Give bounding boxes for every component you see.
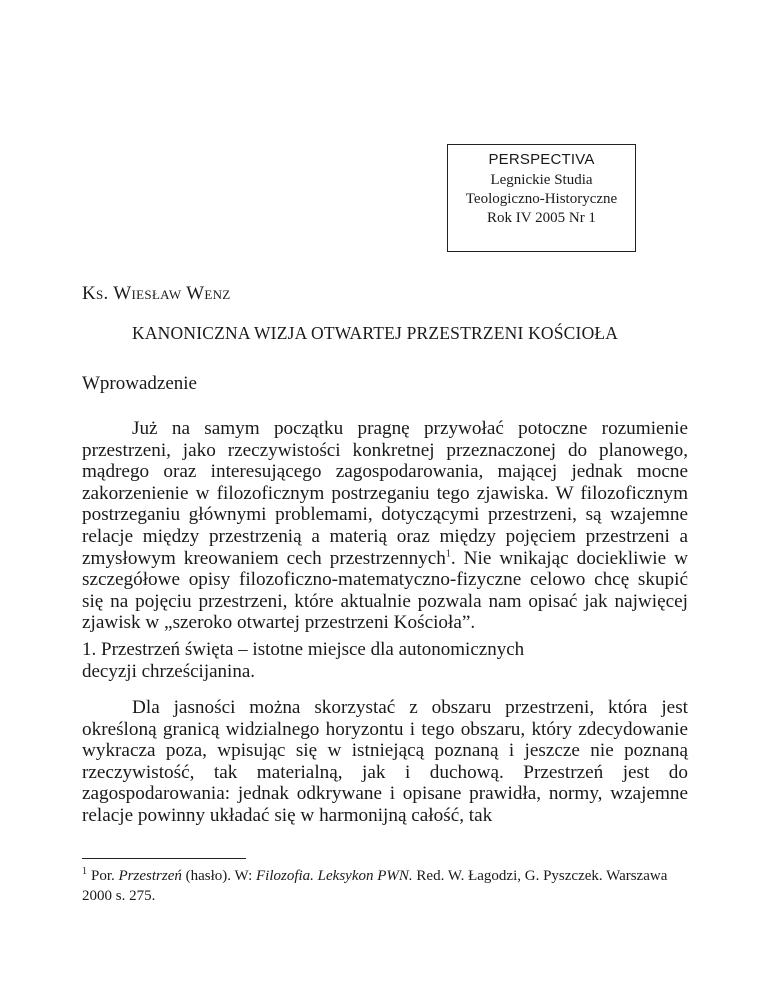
journal-brand: PERSPECTIVA [488, 151, 595, 168]
journal-info-box [447, 144, 636, 252]
footnote-italic-1: Przestrzeń [118, 868, 182, 884]
footnote-prefix: Por. [91, 868, 119, 884]
footnote-reference: 1 [445, 548, 451, 560]
footnote-divider [82, 858, 246, 859]
section-1-heading-line2: decyzji chrześcijanina. [82, 661, 256, 682]
footnote [82, 866, 688, 906]
section-1-heading [82, 639, 524, 683]
footnote-number: 1 [82, 866, 87, 877]
section-1-text: Dla jasności można skorzystać z obszaru przestrzeni, która jest określoną granicą widzialnego horyzontu i tego obszaru, który zdecydowanie wykracza poza, wpisując się w istniejącą poznaną i jeszcze nie poznaną rzeczywistość, tak materialną, jak i duchową. Przestrzeń jest do zagospodarowania: jednak odkrywane i opisane prawidła, normy, wzajemne relacje powinny układać się w harmonijną całość, tak [82, 697, 688, 826]
journal-issue: Rok IV 2005 Nr 1 [487, 210, 596, 226]
intro-paragraph [82, 418, 688, 634]
section-1-heading-line1: 1. Przestrzeń święta – istotne miejsce dla autonomicznych [82, 639, 525, 660]
author-name: Ks. Wiesław Wenz [82, 283, 231, 304]
section-1-paragraph [82, 697, 688, 827]
intro-text-part2: . Nie wnikając dociekliwie w szczegółowe opisy filozoficzno-matematyczno-fizyczne celowo chcę skupić się na pojęciu przestrzeni, które aktualnie pozwala nam opisać jak najwięcej zjawisk w „szeroko otwartej przestrzeni Kościoła”. [82, 547, 688, 634]
article-title: KANONICZNA WIZJA OTWARTEJ PRZESTRZENI KOŚCIOŁA [132, 323, 619, 343]
footnote-italic-2: Filozofia. Leksykon PWN. [256, 868, 413, 884]
footnote-suffix: Red. W. Łagodzi, G. Pyszczek. Warszawa 2000 s. 275. [82, 868, 668, 904]
journal-name-line1: Legnickie Studia [490, 172, 593, 188]
footnote-middle: (hasło). W: [181, 868, 257, 884]
intro-text-part1: Już na samym początku pragnę przywołać potoczne rozumienie przestrzeni, jako rzeczywistości konkretnej przeznaczonej do planowego, mądrego oraz interesującego zagospodarowania, mającej jednak mocne zakorzenienie w filozoficznym postrzeganiu tego zjawiska. W filozoficznym postrzeganiu głównymi problemami, dotyczącymi przestrzeni, są wzajemne relacje między przestrzenią a materią oraz między pojęciem przestrzeni a zmysłowym kreowaniem cech przestrzennych [82, 418, 688, 569]
intro-heading: Wprowadzenie [82, 373, 197, 394]
journal-name-line2: Teologiczno-Historyczne [465, 191, 618, 207]
